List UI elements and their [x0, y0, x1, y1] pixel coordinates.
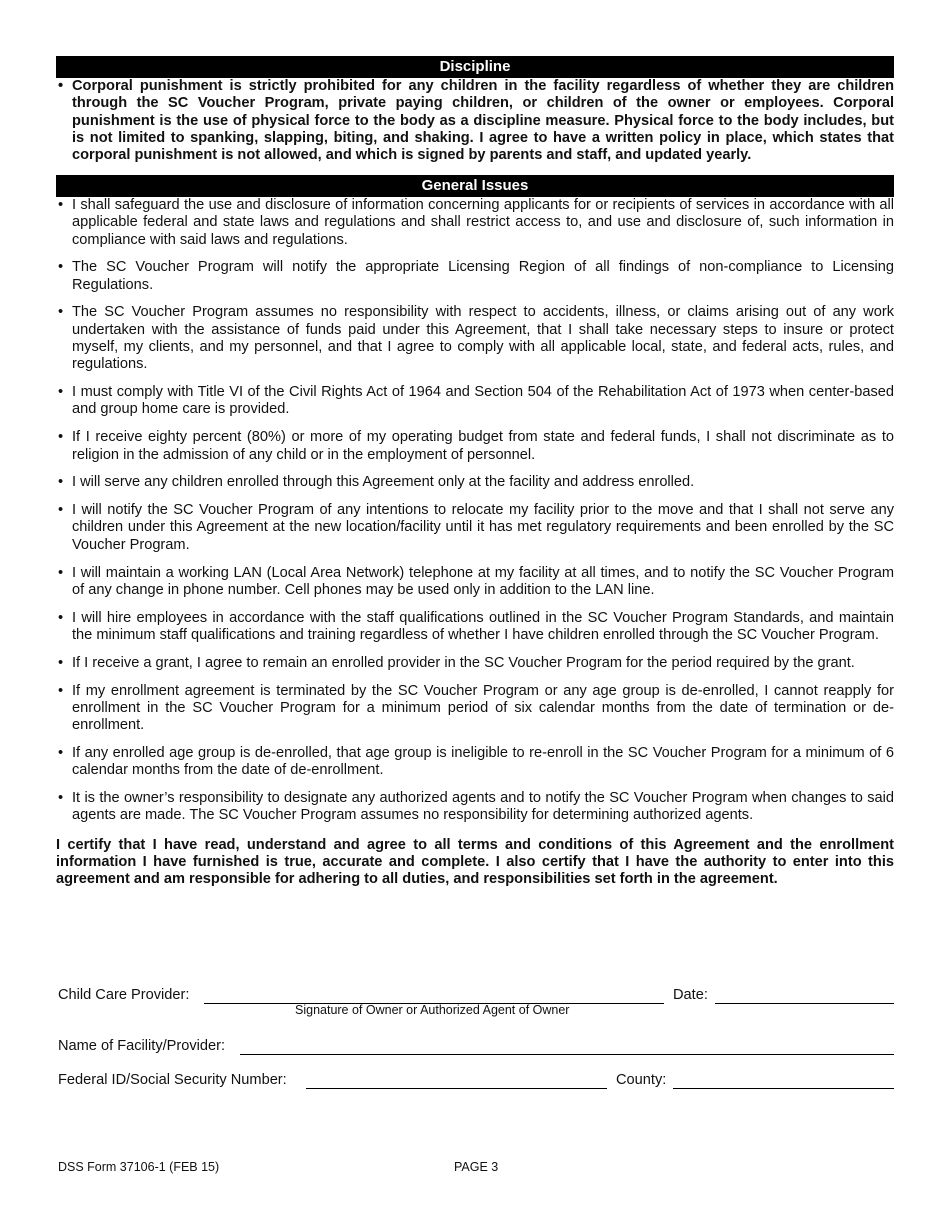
- list-item: • If my enrollment agreement is terminated by the SC Voucher Program or any age group is de-enrolled, I cannot reapply for enrollment in the SC Voucher Program for a minimum period of six calendar months from the date of termination or de-enrollment.: [56, 683, 894, 735]
- list-item: • I will notify the SC Voucher Program of any intentions to relocate my facility prior to the move and that I shall not serve any children under this Agreement at the new location/facility until it has met regulatory requirements and been enrolled by the SC Voucher Program.: [56, 502, 894, 554]
- list-item: • The SC Voucher Program assumes no responsibility with respect to accidents, illness, or claims arising out of any work undertaken with the assistance of funds paid under this Agreement, that I shall take necessary steps to insure or protect myself, my clients, and my personnel, and that I agree to comply with all applicable local, state, and federal acts, rules, and regulations.: [56, 304, 894, 373]
- county-line[interactable]: [673, 1088, 894, 1089]
- general-issues-list: [56, 197, 894, 825]
- discipline-header: Discipline: [56, 56, 894, 78]
- list-item: • If any enrolled age group is de-enrolled, that age group is ineligible to re-enroll in the SC Voucher Program for a minimum of 6 calendar months from the date of de-enrollment.: [56, 745, 894, 780]
- list-item: • I must comply with Title VI of the Civil Rights Act of 1964 and Section 504 of the Rehabilitation Act of 1973 when center-based and group home care is provided.: [56, 384, 894, 419]
- facility-label: Name of Facility/Provider:: [58, 1038, 226, 1054]
- document-body: [56, 56, 894, 888]
- provider-label: Child Care Provider:: [58, 987, 190, 1003]
- general-issues-header: General Issues: [56, 175, 894, 197]
- federal-id-line[interactable]: [306, 1088, 607, 1089]
- county-label: County:: [616, 1072, 667, 1088]
- facility-name-row: [58, 1038, 894, 1058]
- federal-id-row: [58, 1072, 894, 1092]
- list-item: • I will serve any children enrolled through this Agreement only at the facility and address enrolled.: [56, 474, 894, 491]
- list-item: • I shall safeguard the use and disclosure of information concerning applicants for or recipients of services in accordance with all applicable federal and state laws and regulations and shall restrict access to, and use and disclosure of, such information in compliance with said laws and regulations.: [56, 197, 894, 249]
- list-item: • It is the owner’s responsibility to designate any authorized agents and to notify the SC Voucher Program when changes to said agents are made. The SC Voucher Program assumes no responsibility for determining authorized agents.: [56, 790, 894, 825]
- discipline-list: [56, 78, 894, 164]
- federal-id-label: Federal ID/Social Security Number:: [58, 1072, 287, 1088]
- date-line[interactable]: [715, 1003, 894, 1004]
- list-item: • I will hire employees in accordance with the staff qualifications outlined in the SC Voucher Program Standards, and maintain the minimum staff qualifications and training regardless of whether I have children enrolled through the SC Voucher Program.: [56, 610, 894, 645]
- date-label: Date:: [673, 987, 708, 1003]
- form-id: DSS Form 37106-1 (FEB 15): [58, 1160, 220, 1174]
- list-item: • If I receive eighty percent (80%) or more of my operating budget from state and federal funds, I shall not discriminate as to religion in the admission of any child or in the employment of personnel.: [56, 429, 894, 464]
- signature-sublabel: Signature of Owner or Authorized Agent of Owner: [295, 1003, 570, 1017]
- list-item: • I will maintain a working LAN (Local Area Network) telephone at my facility at all times, and to notify the SC Voucher Program of any change in phone number. Cell phones may be used only in addition to the LAN line.: [56, 565, 894, 600]
- list-item: • If I receive a grant, I agree to remain an enrolled provider in the SC Voucher Program for the period required by the grant.: [56, 655, 894, 672]
- certification-statement: I certify that I have read, understand and agree to all terms and conditions of this Agreement and the enrollment information I have furnished is true, accurate and complete. I also certify that I have the authority to enter into this agreement and am responsible for adhering to all duties, and responsibilities set forth in the agreement.: [56, 836, 894, 888]
- list-item: • The SC Voucher Program will notify the appropriate Licensing Region of all findings of non-compliance to Licensing Regulations.: [56, 259, 894, 294]
- page-number: PAGE 3: [454, 1160, 499, 1174]
- list-item: • Corporal punishment is strictly prohibited for any children in the facility regardless of whether they are children through the SC Voucher Program, private paying children, or children of the owner or employees. Corporal punishment is the use of physical force to the body as a discipline measure. Physical force to the body includes, but is not limited to spanking, slapping, biting, and shaking. I agree to have a written policy in place, which states that corporal punishment is not allowed, and which is signed by parents and staff, and updated yearly.: [56, 78, 894, 164]
- facility-name-line[interactable]: [240, 1054, 894, 1055]
